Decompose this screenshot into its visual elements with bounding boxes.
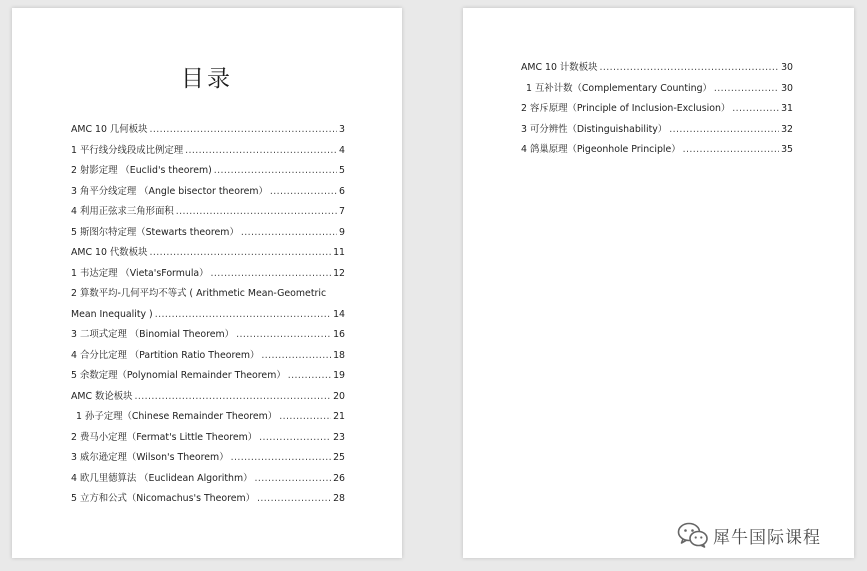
toc-entry: 1 平行线分线段成比例定理 ..... 4 <box>71 141 345 162</box>
toc-entry: 3 可分辨性（Distinguishability） ..... 32 <box>521 120 793 141</box>
toc-list-left <box>71 120 345 510</box>
toc-entry: 5 立方和公式（Nicomachus's Theorem） ..... 28 <box>71 489 345 510</box>
toc-page-left <box>12 8 402 558</box>
toc-entry: 5 余数定理（Polynomial Remainder Theorem） ..... 19 <box>71 366 345 387</box>
toc-entry: 1 韦达定理 （Vieta'sFormula） ..... 12 <box>71 264 345 285</box>
toc-entry: 4 鸽巢原理（Pigeonhole Principle） ..... 35 <box>521 140 793 161</box>
toc-title: 目录 <box>181 66 233 92</box>
watermark <box>677 522 821 548</box>
toc-entry: AMC 数论板块 ..... 20 <box>71 387 345 408</box>
toc-list-right <box>521 58 793 161</box>
toc-entry: 2 算数平均-几何平均不等式 ( Arithmetic Mean-Geometric Mean Inequality ) ..... 14 <box>71 284 345 325</box>
toc-entry: 1 互补计数（Complementary Counting） ..... 30 <box>521 79 793 100</box>
toc-entry: 4 利用正弦求三角形面积 ..... 7 <box>71 202 345 223</box>
toc-entry: 3 二项式定理 （Binomial Theorem） ..... 16 <box>71 325 345 346</box>
toc-entry: 3 威尔逊定理（Wilson's Theorem） ..... 25 <box>71 448 345 469</box>
watermark-text: 犀牛国际课程 <box>713 527 821 548</box>
toc-entry: 1 孙子定理（Chinese Remainder Theorem） ..... 21 <box>71 407 345 428</box>
toc-entry: 2 射影定理 （Euclid's theorem) ..... 5 <box>71 161 345 182</box>
wechat-icon <box>677 522 709 548</box>
toc-page-right <box>463 8 854 558</box>
toc-entry: AMC 10 代数板块 ..... 11 <box>71 243 345 264</box>
toc-entry: 2 容斥原理（Principle of Inclusion-Exclusion） ..... 31 <box>521 99 793 120</box>
toc-entry: 2 费马小定理（Fermat's Little Theorem） ..... 23 <box>71 428 345 449</box>
toc-entry: 3 角平分线定理 （Angle bisector theorem） ..... 6 <box>71 182 345 203</box>
toc-entry: 4 合分比定理 （Partition Ratio Theorem） ..... 18 <box>71 346 345 367</box>
toc-entry: AMC 10 计数板块 ..... 30 <box>521 58 793 79</box>
toc-entry: 4 欧几里德算法 （Euclidean Algorithm） ..... 26 <box>71 469 345 490</box>
toc-entry: AMC 10 几何板块 ..... 3 <box>71 120 345 141</box>
toc-entry: 5 斯图尔特定理（Stewarts theorem） ..... 9 <box>71 223 345 244</box>
